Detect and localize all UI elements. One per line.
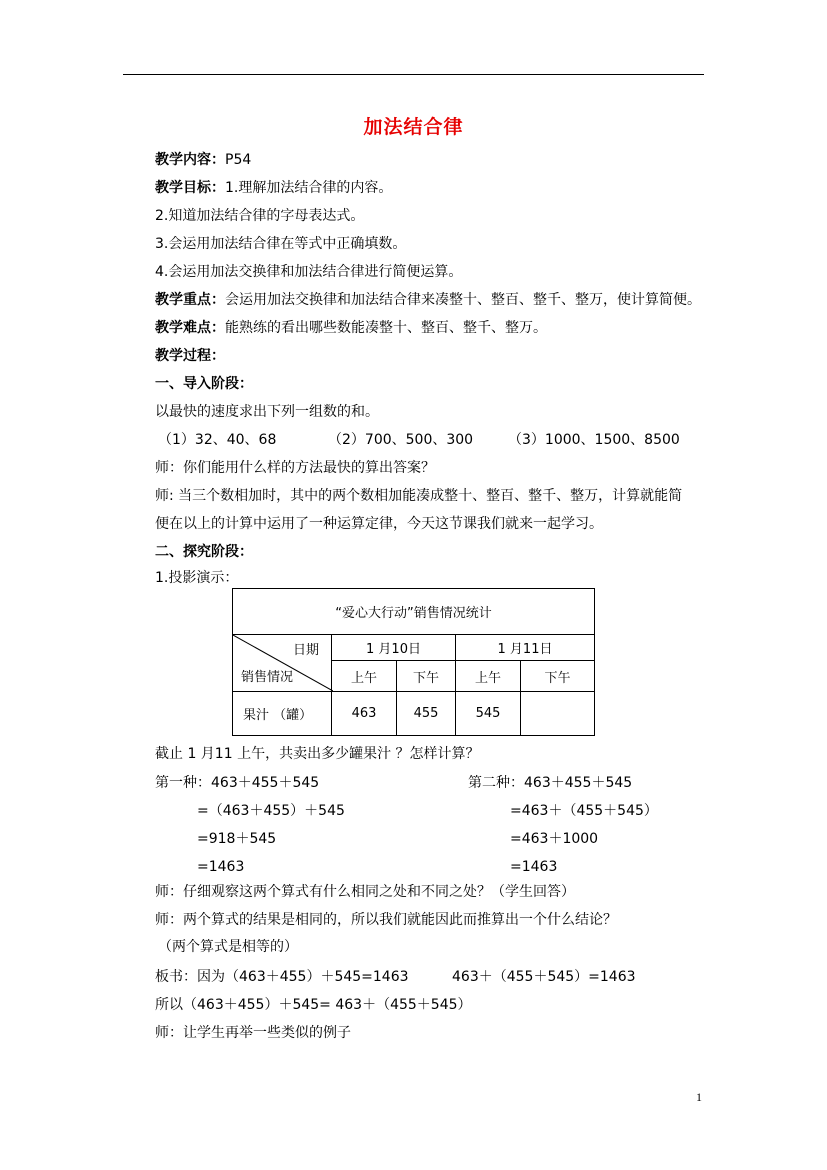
method2-line4: =1463 <box>510 859 558 875</box>
period-header-3: 上午 <box>456 661 521 691</box>
table-cell: 545 <box>456 691 521 735</box>
question-line: 截止 1 月11 上午，共卖出多少罐果汁 ？怎样计算？ <box>155 746 480 762</box>
board-line-1: 板书：因为（463＋455）＋545=1463 <box>155 969 409 985</box>
goals-label: 教学目标 <box>155 180 211 196</box>
board-line-2: 463＋（455＋545）=1463 <box>452 969 636 985</box>
teacher-question-1: 师：你们能用什么样的方法最快的算出答案？ <box>155 460 435 476</box>
diag-sales-label: 销售情况 <box>241 669 294 685</box>
teacher-paragraph-1: 师: 当三个数相加时，其中的两个数相加能凑成整十、整百、整千、整万，计算就能简 <box>155 488 683 504</box>
method1-line3: =918＋545 <box>197 831 277 847</box>
diag-date-label: 日期 <box>292 643 319 659</box>
method1-line2: =（463＋455）＋545 <box>197 803 345 819</box>
key-point-label: 教学重点 <box>155 292 211 308</box>
key-point-line: 教学重点：会运用加法交换律和加法结合律来凑整十、整百、整千、整万，使计算简便。 <box>155 292 701 308</box>
conclusion-line: 所以（463＋455）＋545= 463＋（455＋545） <box>155 997 472 1013</box>
teacher-question-2: 师：仔细观察这两个算式有什么相同之处和不同之处？（学生回答） <box>155 884 575 900</box>
content-line: 教学内容：P54 <box>155 152 252 168</box>
teacher-question-3: 师：两个算式的结果是相同的，所以我们就能因此而推算出一个什么结论？ <box>155 912 617 928</box>
goal-item-3: 3.会运用加法结合律在等式中正确填数。 <box>155 236 407 252</box>
sales-table <box>232 588 595 736</box>
goal-item-1: 1.理解加法结合律的内容。 <box>225 180 393 196</box>
method2-line2: =463＋（455＋545） <box>510 803 658 819</box>
projection-item: 1.投影演示： <box>155 570 239 586</box>
period-header-4: 下午 <box>521 661 595 691</box>
goal-item-2: 2.知道加法结合律的字母表达式。 <box>155 208 365 224</box>
teacher-question-4: 师：让学生再举一些类似的例子 <box>155 1025 351 1041</box>
method2-line3: =463＋1000 <box>510 831 599 847</box>
goal-item-4: 4.会运用加法交换律和加法结合律进行简便运算。 <box>155 264 463 280</box>
content-label: 教学内容 <box>155 152 211 168</box>
method1-line1: 第一种：463＋455＋545 <box>155 775 320 791</box>
content-value: P54 <box>225 152 252 168</box>
table-caption: “爱心大行动”销售情况统计 <box>233 589 595 635</box>
method1-line4: =1463 <box>197 859 245 875</box>
table-cell: 463 <box>332 691 397 735</box>
difficulty-label: 教学难点 <box>155 320 211 336</box>
process-label: 教学过程 <box>155 348 211 364</box>
goals-line: 教学目标：1.理解加法结合律的内容。 <box>155 180 393 196</box>
section1-heading: 一、导入阶段： <box>155 376 253 392</box>
group-1: （1）32、40、68 <box>158 432 277 448</box>
difficulty-line: 教学难点：能熟练的看出哪些数能凑整十、整百、整千、整万。 <box>155 320 547 336</box>
page-number: 1 <box>696 1090 702 1104</box>
method2-line1: 第二种：463＋455＋545 <box>468 775 633 791</box>
page-title: 加法结合律 <box>363 116 464 138</box>
table-cell: 455 <box>397 691 456 735</box>
header-rule <box>123 74 704 75</box>
teacher-paragraph-2: 便在以上的计算中运用了一种运算定律，今天这节课我们就来一起学习。 <box>155 516 603 532</box>
period-header-1: 上午 <box>332 661 397 691</box>
student-answer: （两个算式是相等的） <box>158 939 298 955</box>
group-2: （2）700、500、300 <box>328 432 474 448</box>
key-point-value: 会运用加法交换律和加法结合律来凑整十、整百、整千、整万，使计算简便。 <box>225 292 701 308</box>
date-header-1: 1 月10日 <box>332 635 456 661</box>
period-header-2: 下午 <box>397 661 456 691</box>
difficulty-value: 能熟练的看出哪些数能凑整十、整百、整千、整万。 <box>225 320 547 336</box>
group-3: （3）1000、1500、8500 <box>508 432 680 448</box>
process-line: 教学过程： <box>155 348 225 364</box>
row-label-juice: 果汁 （罐） <box>233 691 332 735</box>
section2-heading: 二、探究阶段： <box>155 544 253 560</box>
section1-intro: 以最快的速度求出下列一组数的和。 <box>155 404 379 420</box>
diagonal-header-cell <box>233 635 332 691</box>
table-cell <box>521 691 595 735</box>
date-header-2: 1 月11日 <box>456 635 595 661</box>
